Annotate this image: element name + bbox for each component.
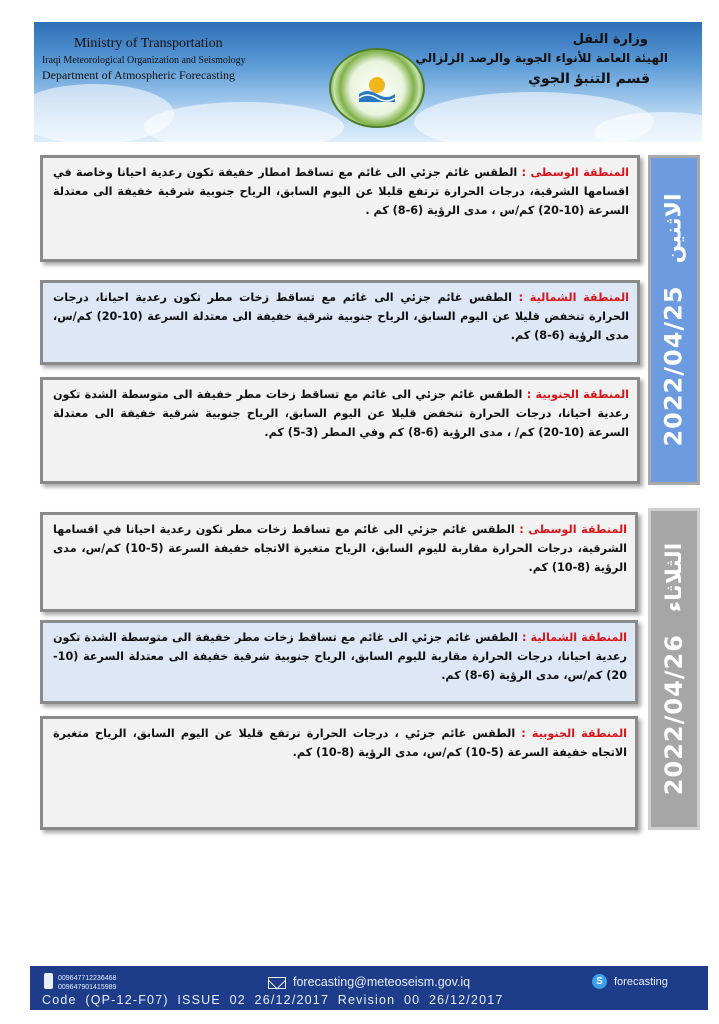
day2-date: 2022/04/26: [660, 634, 689, 796]
day1-day-name: الاثنين: [661, 193, 687, 264]
footer-bar: [30, 966, 708, 1010]
header-arabic: [416, 32, 668, 87]
department-name-ar: قسم التنبؤ الجوي: [528, 71, 650, 87]
region-name: المنطقة الوسطى :: [521, 166, 629, 179]
phone-icon: [44, 973, 53, 989]
mail-icon: [268, 977, 286, 989]
day1-date: 2022/04/25: [660, 285, 689, 447]
organization-name-ar: الهيئة العامة للأنواء الجوية والرصد الزلزالي: [415, 51, 668, 65]
skype-icon: S: [592, 974, 607, 989]
region-name: المنطقة الشمالية :: [521, 631, 627, 644]
organization-name-en: Iraqi Meteorological Organization and Seismology: [42, 55, 246, 66]
phone-number-2: 009647901415989: [58, 984, 117, 991]
ministry-name-en: Ministry of Transportation: [74, 36, 223, 51]
day1-date-panel: [648, 155, 700, 485]
region-name: المنطقة الجنوبية :: [526, 388, 629, 401]
email-address[interactable]: forecasting@meteoseism.gov.iq: [293, 975, 471, 989]
day2-date-panel: [648, 508, 700, 830]
forecast-text: الطقس غائم جزئي ، درجات الحرارة ترتفع قليلا عن اليوم السابق، الرياح متغيرة الاتجاه خفيفة السرعة (5-10) كم/س، مدى الرؤية (8-10) كم.: [53, 727, 627, 759]
day2-region-central: [40, 512, 638, 612]
header-english: [42, 36, 246, 83]
department-name-en: Department of Atmospheric Forecasting: [42, 68, 235, 82]
forecast-text: الطقس غائم جزئي الى غائم مع تساقط زخات مطر خفيفة الى متوسطة الشدة تكون رعدية احيانا، درجات الحرارة مقاربة لليوم السابق، الرياح جنوبية شرقية خفيفة الى معتدلة السرعة (10-20) كم/س، مدى الرؤية (6-8) كم.: [53, 631, 627, 682]
header-banner: [34, 22, 702, 142]
forecast-text: الطقس غائم جزئي الى غائم مع تساقط زخات مطر خفيفة الى متوسطة الشدة تكون رعدية احيانا، درجات الحرارة تنخفض قليلا عن اليوم السابق، الرياح جنوبية شرقية خفيفة الى معتدلة السرعة (10-20) كم/ ، مدى الرؤية (6-8) كم وفي المطر (3-5) كم.: [53, 388, 629, 439]
organization-logo: [329, 48, 425, 128]
forecast-text: الطقس غائم جزئي الى غائم مع تساقط زخات مطر تكون رعدية احيانا في اقسامها الشرقية، درجات الحرارة مقاربة لليوم السابق، الرياح متغيرة الاتجاه خفيفة السرعة (5-10) كم/س، مدى الرؤية (8-10) كم.: [53, 523, 627, 574]
day2-region-south: [40, 716, 638, 830]
region-name: المنطقة الجنوبية :: [521, 727, 627, 740]
forecast-text: الطقس غائم جزئي الى غائم مع تساقط امطار خفيفة تكون رعدية احيانا وخاصة في اقسامها الشرقية، درجات الحرارة ترتفع قليلا عن اليوم السابق، الرياح جنوبية شرقية خفيفة الى معتدلة السرعة (10-20) كم/س ، مدى الرؤية (6-8) كم .: [53, 166, 629, 217]
phone-number-1: 009647712236468: [58, 975, 117, 982]
document-code: Code (QP-12-F07) ISSUE 02 26/12/2017 Revision 00 26/12/2017: [42, 993, 504, 1007]
weather-logo-icon: [357, 72, 397, 102]
day2-day-name: الثلاثاء: [661, 542, 687, 613]
forecast-text: الطقس غائم جزئي الى غائم مع تساقط زخات مطر تكون رعدية احيانا، درجات الحرارة تنخفض قليلا عن اليوم السابق، الرياح جنوبية شرقية خفيفة الى معتدلة السرعة (10-20) كم/س، مدى الرؤية (6-8) كم.: [53, 291, 629, 342]
phone-numbers: [58, 974, 116, 992]
skype-handle[interactable]: forecasting: [614, 976, 668, 988]
day1-region-north: [40, 280, 640, 365]
day2-region-north: [40, 620, 638, 704]
region-name: المنطقة الوسطى :: [519, 523, 627, 536]
day1-region-central: [40, 155, 640, 262]
ministry-name-ar: وزارة النقل: [572, 32, 648, 47]
day1-region-south: [40, 377, 640, 484]
region-name: المنطقة الشمالية :: [518, 291, 629, 304]
